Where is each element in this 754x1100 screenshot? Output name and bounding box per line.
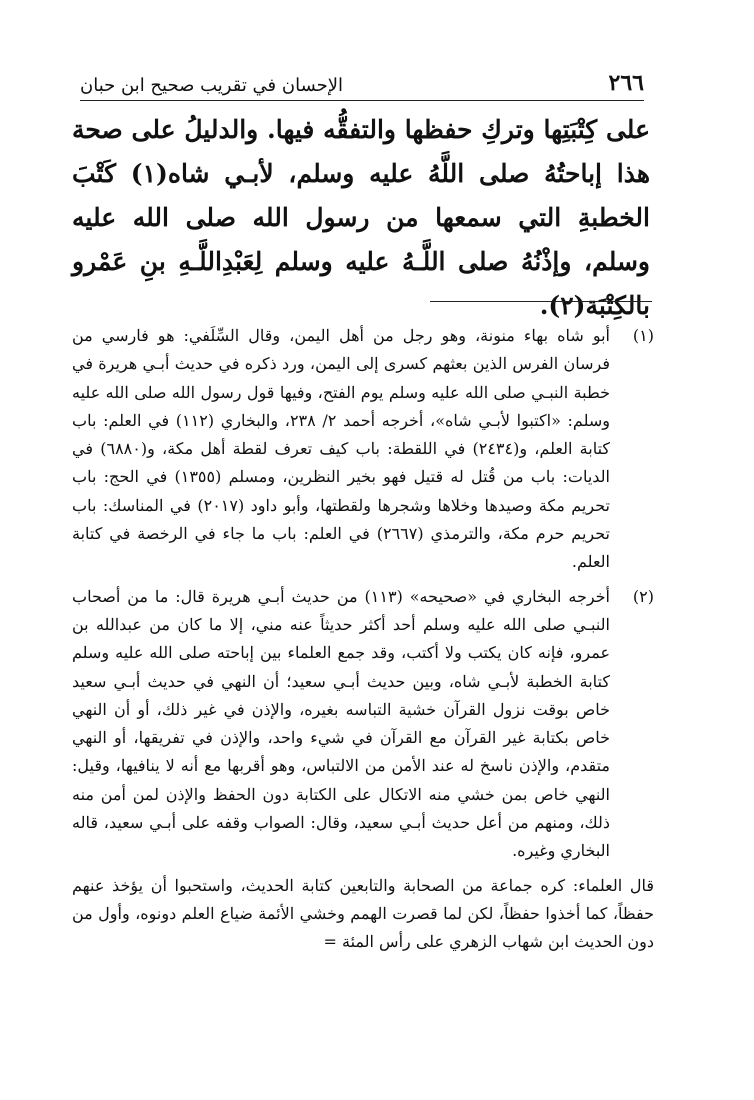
footnotes xyxy=(72,322,654,957)
footnote-number: (٢) xyxy=(632,586,654,606)
page-header xyxy=(80,62,644,101)
page-number: ٢٦٦ xyxy=(608,70,644,96)
footnote-separator xyxy=(430,301,652,302)
footnote-number: (١) xyxy=(632,326,654,345)
footnote-text: أبو شاه بهاء منونة، وهو رجل من أهل اليمن، وقال السِّلَفي: هو فارسي من فرسان الفرس الذين بعثهم كسرى إلى اليمن، ورد ذكره في حديث أبـي هريرة في خطبة النبـي صلى الله عليه وسلم يوم الفتح، وفيها قول رسول الله صلى الله عليه وسلم: «اكتبوا لأبـي شاه»، أخرجه أحمد ٢/ ٢٣٨، والبخاري (١١٢) في العلم: باب كتابة العلم، و(٢٤٣٤) في اللقطة: باب كيف تعرف لقطة أهل مكة، و(٦٨٨٠) في الديات: باب من قُتل له قتيل فهو بخير النظرين، ومسلم (١٣٥٥) في الحج: باب تحريم مكة وصيدها وخلاها وشجرها ولقطتها، وأبو داود (٢٠١٧) في المناسك: باب تحريم حرم مكة، والترمذي (٢٦٦٧) في العلم: باب ما جاء في الرخصة في كتابة العلم. xyxy=(72,326,611,572)
running-title: الإحسان في تقريب صحيح ابن حبان xyxy=(80,75,344,96)
footnote-1 xyxy=(72,322,654,577)
footnote-text: أخرجه البخاري في «صحيحه» (١١٣) من حديث أبـي هريرة قال: ما من أصحاب النبـي صلى الله عليه وسلم أحد أكثر حديثاً عنه مني، إلا ما كان من عبدالله بن عمرو، فإنه كان يكتب ولا أكتب، وقد جمع العلماء بين إباحته صلى الله عليه وسلم كتابة الخطبة لأبـي شاه، وبين حديث أبـي سعيد؛ أن النهي في حديث أبـي سعيد خاص بوقت نزول القرآن خشية التباسه بغيره، والإذن في غير ذلك، أو أن النهي خاص بكتابة غير القرآن مع القرآن في شيء واحد، والإذن في تفريقها، أو النهي متقدم، والإذن ناسخ له عند الأمن من الالتباس، وهو أقربها مع أنه لا ينافيها، وقيل: النهي خاص بمن خشي منه الاتكال على الكتابة دون الحفظ والإذن لمن أمن منه ذلك، ومنهم من أعل حديث أبـي سعيد، وقال: الصواب وقفه على أبـي سعيد، قاله البخاري وغيره. xyxy=(72,586,611,861)
main-body-text: على كِتْبَتِها وتركِ حفظها والتفقُّه فيها. والدليلُ على صحة هذا إباحتُهُ صلى اللَّهُ عليه وسلم، لأبـي شاه(١) كَتْبَ الخطبةِ التي سمعها من رسول الله صلى الله عليه وسلم، وإذْنُهُ صلى اللَّـهُ عليه وسلم لِعَبْدِاللَّـهِ بنِ عَمْرو بالكِتْبَة(٢). xyxy=(72,115,650,320)
footnote-continuation: قال العلماء: كره جماعة من الصحابة والتابعين كتابة الحديث، واستحبوا أن يؤخذ عنهم حفظاً، كما أخذوا حفظاً، لكن لما قصرت الهمم وخشي الأئمة ضياع العلم دونوه، وأول من دون الحديث ابن شهاب الزهري على رأس المئة = xyxy=(72,875,654,952)
footnote-2 xyxy=(72,583,654,866)
